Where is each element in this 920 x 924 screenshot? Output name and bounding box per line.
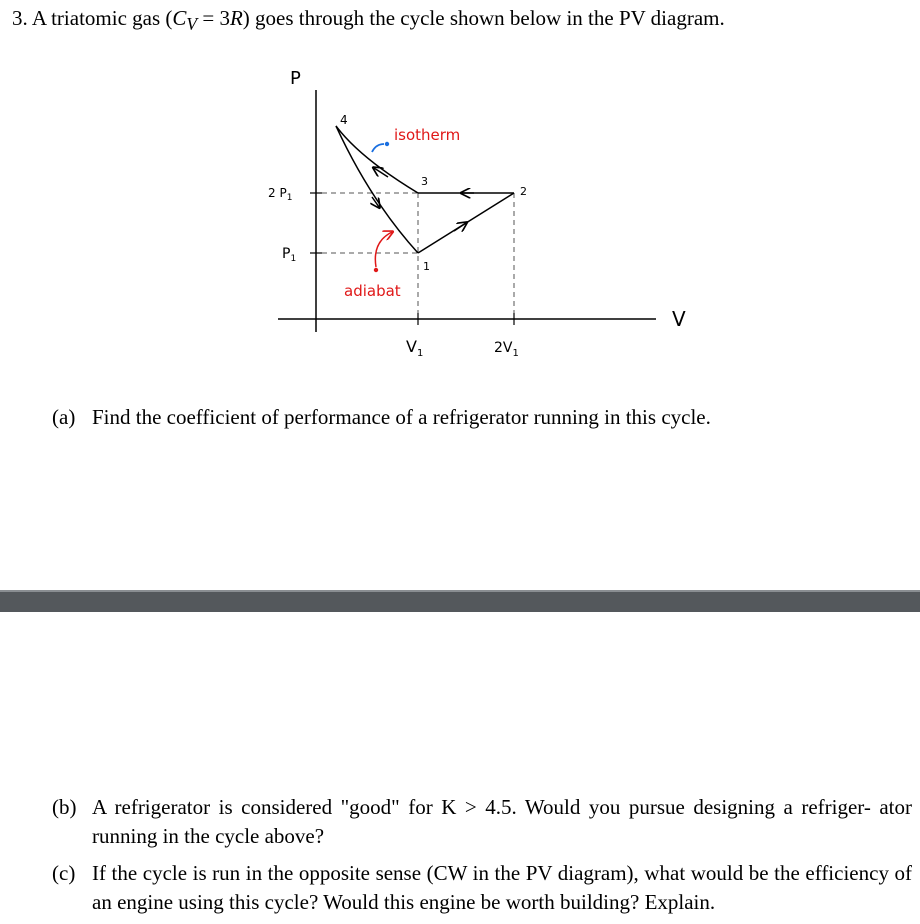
gas-constant-r: R <box>229 6 243 30</box>
cv-equals: = 3 <box>197 6 230 30</box>
point-label-3: 3 <box>421 175 428 188</box>
page-divider <box>0 590 920 612</box>
part-c-text: If the cycle is run in the opposite sense (CW in the PV diagram), what would be the efficiency of an engine using this cycle? Would this engine be worth building? Explain. <box>92 861 912 914</box>
cv-subscript: V <box>186 14 198 35</box>
isotherm-dot <box>385 142 389 146</box>
point-label-2: 2 <box>520 185 527 198</box>
point-label-4: 4 <box>340 113 348 127</box>
part-b-label: (b) <box>52 795 77 819</box>
tick-label-2p1: 2 $P_1$ <box>268 186 293 203</box>
adiabat-pointer <box>375 232 392 267</box>
point-label-1: 1 <box>423 260 430 273</box>
question-text-before: A triatomic gas ( <box>31 6 173 30</box>
adiabat-label: adiabat <box>344 282 401 300</box>
tick-label-v1: $V_1$ <box>406 337 424 359</box>
part-a-text: Find the coefficient of performance of a refrigerator running in this cycle. <box>92 405 711 429</box>
question-number: 3. <box>12 6 28 30</box>
axis-label-v: V <box>672 307 686 331</box>
tick-label-p1: $P_1$ <box>282 246 297 264</box>
part-b-text: A refrigerator is considered "good" for K > 4.5. Would you pursue designing a refriger- ator running in the cycle above? <box>92 795 912 848</box>
part-a-label: (a) <box>52 405 76 429</box>
adiabat-dot <box>374 268 378 272</box>
tick-label-2v1: $2V_1$ <box>494 340 519 359</box>
question-statement <box>12 6 725 35</box>
axis-label-p: P <box>290 68 301 89</box>
question-text-after: ) goes through the cycle shown below in the PV diagram. <box>242 6 725 30</box>
pv-diagram <box>260 60 700 360</box>
isotherm-label: isotherm <box>394 126 461 144</box>
part-c-label: (c) <box>52 861 76 885</box>
isotherm-pointer <box>372 144 384 152</box>
arrow-1-to-2 <box>454 223 466 231</box>
cv-symbol: C <box>172 6 187 30</box>
